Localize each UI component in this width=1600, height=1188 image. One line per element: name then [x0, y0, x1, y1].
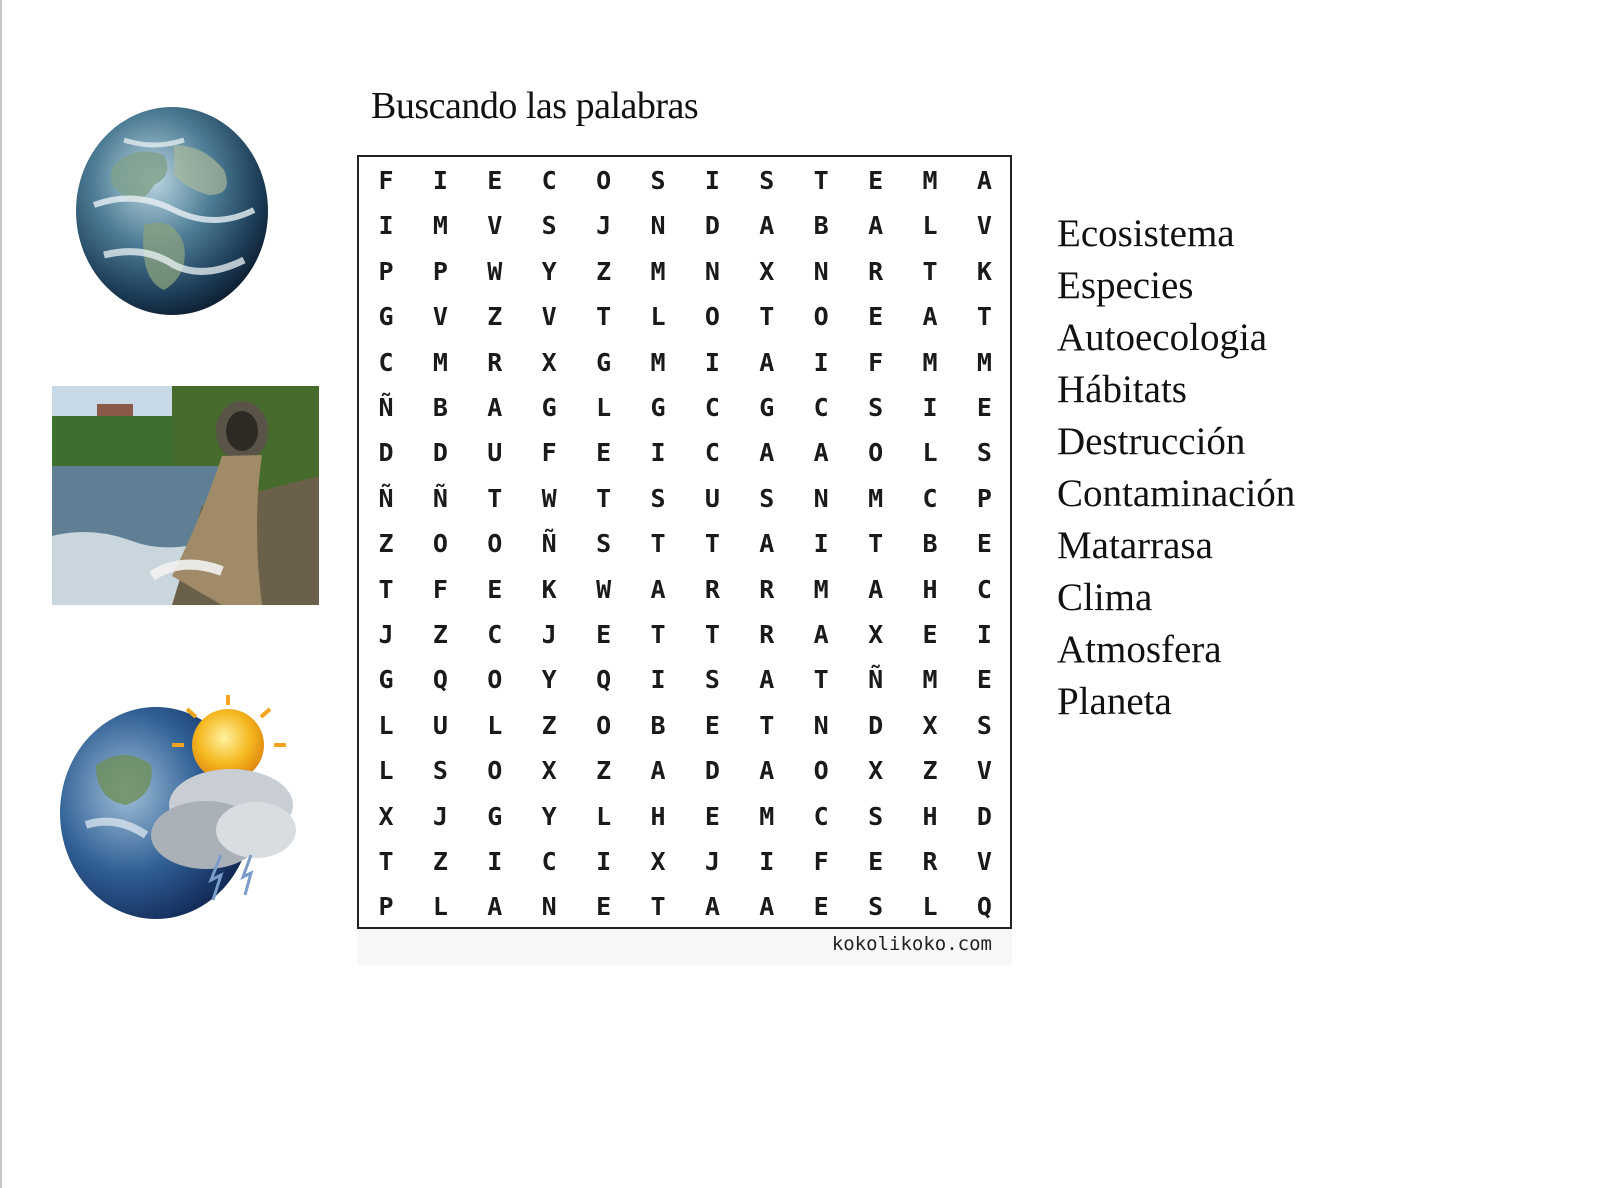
grid-cell: L	[922, 211, 938, 241]
grid-cell: A	[759, 211, 775, 241]
grid-cell: V	[432, 302, 448, 332]
grid-cell: J	[596, 211, 612, 241]
grid-cell: Ñ	[432, 483, 448, 513]
grid-cell: S	[650, 166, 666, 195]
grid-cell: A	[759, 347, 775, 377]
grid-cell: T	[976, 302, 992, 332]
grid-cell: Z	[432, 847, 448, 876]
grid-cell: Z	[922, 756, 938, 786]
grid-cell: S	[759, 166, 775, 195]
grid-cell: B	[922, 529, 938, 559]
grid-cell: P	[378, 892, 394, 922]
grid-cell: T	[759, 302, 775, 332]
grid-cell: I	[759, 847, 775, 876]
grid-cell: I	[596, 847, 612, 876]
grid-cell: H	[650, 801, 666, 831]
grid-cell: T	[378, 574, 394, 604]
earth-globe-image	[74, 105, 270, 317]
word-list-item: Planeta	[1057, 680, 1172, 723]
grid-cell: S	[976, 438, 992, 468]
grid-cell: T	[487, 483, 503, 513]
grid-cell: D	[976, 801, 992, 831]
grid-cell: M	[922, 347, 938, 377]
word-list-item: Especies	[1057, 264, 1194, 307]
grid-cell: X	[759, 256, 775, 286]
grid-cell: O	[487, 756, 503, 786]
grid-cell: R	[759, 574, 775, 604]
grid-cell: T	[650, 620, 666, 649]
word-list-item: Autoecologia	[1057, 316, 1268, 359]
grid-cell: O	[596, 166, 612, 195]
grid-cell: Z	[541, 710, 557, 740]
grid-cell: U	[432, 710, 448, 740]
grid-cell: T	[813, 665, 829, 695]
grid-cell: O	[596, 710, 612, 740]
grid-cell: I	[650, 438, 666, 468]
grid-cell: Ñ	[378, 483, 394, 513]
grid-cell: S	[541, 211, 557, 241]
grid-cell: R	[704, 574, 720, 604]
grid-cell: S	[868, 393, 884, 422]
grid-row	[359, 840, 1010, 884]
grid-row	[359, 386, 1010, 430]
grid-cell: E	[868, 847, 884, 876]
grid-cell: O	[868, 438, 884, 468]
grid-cell: M	[650, 256, 666, 286]
grid-cell: S	[704, 665, 720, 695]
grid-cell: E	[596, 620, 612, 649]
grid-row	[359, 477, 1010, 521]
grid-cell: R	[487, 347, 503, 377]
grid-cell: F	[432, 574, 448, 604]
grid-cell: T	[922, 256, 938, 286]
grid-cell: G	[378, 665, 394, 695]
grid-cell: O	[432, 529, 448, 559]
grid-cell: J	[378, 620, 394, 649]
grid-cell: F	[541, 438, 557, 468]
grid-row	[359, 613, 1010, 657]
grid-cell: C	[922, 483, 938, 513]
grid-cell: A	[868, 574, 884, 604]
grid-cell: A	[650, 756, 666, 786]
grid-cell: C	[976, 574, 992, 604]
grid-cell: L	[650, 302, 666, 332]
grid-cell: A	[487, 393, 503, 422]
grid-cell: C	[487, 620, 503, 649]
grid-cell: A	[704, 892, 720, 922]
grid-cell: D	[704, 756, 720, 786]
grid-cell: Z	[432, 620, 448, 649]
grid-cell: N	[813, 710, 829, 740]
grid-cell: U	[487, 438, 503, 468]
grid-cell: W	[487, 256, 503, 286]
grid-cell: M	[759, 801, 775, 831]
grid-row	[359, 568, 1010, 612]
grid-cell: T	[596, 483, 612, 513]
grid-cell: T	[868, 529, 884, 559]
grid-cell: E	[868, 302, 884, 332]
grid-cell: N	[704, 256, 720, 286]
grid-cell: L	[487, 710, 503, 740]
grid-cell: E	[922, 620, 938, 649]
grid-cell: T	[704, 620, 720, 649]
grid-cell: F	[813, 847, 829, 876]
grid-cell: X	[922, 710, 938, 740]
grid-cell: M	[868, 483, 884, 513]
grid-cell: O	[487, 529, 503, 559]
grid-cell: I	[704, 347, 720, 377]
grid-cell: O	[487, 665, 503, 695]
grid-cell: A	[922, 302, 938, 332]
grid-row	[359, 250, 1010, 294]
grid-cell: G	[487, 801, 503, 831]
grid-cell: O	[813, 756, 829, 786]
word-list-item: Matarrasa	[1057, 524, 1213, 567]
grid-cell: Q	[596, 665, 612, 695]
grid-cell: A	[759, 756, 775, 786]
grid-cell: X	[868, 620, 884, 649]
word-list-item: Ecosistema	[1057, 212, 1235, 255]
word-list	[1057, 208, 1295, 728]
grid-cell: E	[704, 710, 720, 740]
grid-row	[359, 795, 1010, 839]
grid-cell: T	[650, 892, 666, 922]
grid-cell: L	[922, 438, 938, 468]
grid-row	[359, 204, 1010, 248]
grid-cell: O	[704, 302, 720, 332]
grid-cell: C	[813, 393, 829, 422]
grid-cell: E	[596, 438, 612, 468]
grid-row	[359, 885, 1010, 929]
grid-cell: E	[596, 892, 612, 922]
grid-row	[359, 295, 1010, 339]
grid-cell: I	[976, 620, 992, 649]
grid-cell: H	[922, 801, 938, 831]
grid-cell: X	[378, 801, 394, 831]
grid-cell: N	[813, 483, 829, 513]
grid-cell: Z	[596, 256, 612, 286]
grid-cell: C	[541, 847, 557, 876]
grid-cell: C	[704, 438, 720, 468]
grid-cell: N	[541, 892, 557, 922]
page-title: Buscando las palabras	[371, 85, 699, 127]
grid-row	[359, 341, 1010, 385]
grid-cell: E	[976, 529, 992, 559]
grid-cell: M	[976, 347, 992, 377]
grid-cell: V	[541, 302, 557, 332]
grid-cell: A	[759, 892, 775, 922]
grid-cell: E	[487, 574, 503, 604]
grid-cell: V	[487, 211, 503, 241]
word-list-item: Hábitats	[1057, 368, 1187, 411]
grid-cell: A	[976, 166, 992, 195]
grid-cell: I	[813, 529, 829, 559]
grid-cell: P	[378, 256, 394, 286]
grid-cell: I	[650, 665, 666, 695]
grid-cell: I	[378, 211, 394, 241]
grid-cell: T	[596, 302, 612, 332]
grid-cell: K	[976, 256, 992, 286]
grid-cell: P	[976, 483, 992, 513]
grid-cell: T	[813, 166, 829, 195]
credit-bar	[357, 929, 1012, 965]
grid-row	[359, 658, 1010, 702]
grid-cell: L	[596, 393, 612, 422]
earth-weather-image	[56, 695, 304, 923]
grid-cell: I	[922, 393, 938, 422]
grid-cell: W	[596, 574, 612, 604]
grid-cell: R	[759, 620, 775, 649]
grid-cell: J	[432, 801, 448, 831]
grid-cell: E	[976, 665, 992, 695]
grid-cell: G	[650, 393, 666, 422]
grid-cell: Y	[541, 256, 557, 286]
grid-cell: L	[922, 892, 938, 922]
grid-cell: C	[813, 801, 829, 831]
grid-cell: M	[650, 347, 666, 377]
grid-cell: C	[541, 166, 557, 195]
grid-cell: A	[813, 438, 829, 468]
grid-cell: X	[541, 347, 557, 377]
grid-cell: A	[487, 892, 503, 922]
grid-cell: A	[650, 574, 666, 604]
grid-cell: S	[976, 710, 992, 740]
grid-cell: T	[704, 529, 720, 559]
grid-cell: P	[432, 256, 448, 286]
grid-cell: C	[704, 393, 720, 422]
grid-cell: Y	[541, 801, 557, 831]
grid-cell: F	[868, 347, 884, 377]
grid-cell: G	[378, 302, 394, 332]
grid-row	[359, 522, 1010, 566]
grid-cell: T	[378, 847, 394, 876]
grid-cell: N	[813, 256, 829, 286]
grid-cell: A	[813, 620, 829, 649]
grid-cell: V	[976, 756, 992, 786]
grid-cell: C	[378, 347, 394, 377]
grid-cell: I	[487, 847, 503, 876]
grid-cell: H	[922, 574, 938, 604]
word-list-item: Clima	[1057, 576, 1153, 619]
grid-cell: M	[813, 574, 829, 604]
grid-cell: T	[759, 710, 775, 740]
grid-cell: Ñ	[378, 393, 394, 422]
word-list-item: Contaminación	[1057, 472, 1296, 515]
grid-cell: G	[759, 393, 775, 422]
grid-cell: B	[432, 393, 448, 422]
grid-cell: M	[432, 347, 448, 377]
grid-cell: D	[378, 438, 394, 468]
river-pollution-image	[52, 386, 319, 605]
grid-cell: Y	[541, 665, 557, 695]
grid-cell: Ñ	[541, 529, 557, 559]
grid-cell: D	[868, 710, 884, 740]
grid-cell: V	[976, 211, 992, 241]
grid-cell: S	[759, 483, 775, 513]
grid-cell: E	[813, 892, 829, 922]
grid-cell: A	[868, 211, 884, 241]
grid-cell: J	[704, 847, 720, 876]
grid-cell: I	[704, 166, 720, 195]
grid-cell: S	[868, 801, 884, 831]
grid-row	[359, 159, 1010, 203]
word-list-item: Atmosfera	[1057, 628, 1222, 671]
grid-cell: A	[759, 665, 775, 695]
grid-cell: E	[704, 801, 720, 831]
grid-cell: G	[596, 347, 612, 377]
grid-cell: Ñ	[868, 665, 884, 695]
grid-cell: Q	[976, 892, 992, 922]
grid-cell: G	[541, 393, 557, 422]
word-search-grid	[357, 155, 1012, 929]
grid-cell: X	[868, 756, 884, 786]
word-list-item: Destrucción	[1057, 420, 1246, 463]
grid-cell: D	[432, 438, 448, 468]
grid-row	[359, 749, 1010, 793]
grid-cell: L	[596, 801, 612, 831]
grid-cell: E	[868, 166, 884, 195]
grid-cell: J	[541, 620, 557, 649]
grid-cell: L	[378, 756, 394, 786]
grid-cell: Z	[596, 756, 612, 786]
grid-cell: M	[432, 211, 448, 241]
grid-cell: W	[541, 483, 557, 513]
grid-cell: S	[868, 892, 884, 922]
grid-cell: T	[650, 529, 666, 559]
grid-cell: X	[541, 756, 557, 786]
grid-cell: R	[868, 256, 884, 286]
grid-cell: Q	[432, 665, 448, 695]
credit-label: kokolikoko.com	[831, 933, 992, 955]
grid-cell: U	[704, 483, 720, 513]
grid-cell: R	[922, 847, 938, 876]
grid-cell: L	[378, 710, 394, 740]
grid-cell: E	[487, 166, 503, 195]
grid-row	[359, 704, 1010, 748]
grid-cell: B	[813, 211, 829, 241]
page-left-border	[0, 0, 2, 1188]
grid-cell: D	[704, 211, 720, 241]
grid-cell: K	[541, 574, 557, 604]
grid-cell: S	[650, 483, 666, 513]
grid-cell: Z	[378, 529, 394, 559]
grid-cell: A	[759, 438, 775, 468]
grid-cell: M	[922, 665, 938, 695]
grid-row	[359, 431, 1010, 475]
grid-cell: B	[650, 710, 666, 740]
grid-cell: Z	[487, 302, 503, 332]
grid-cell: N	[650, 211, 666, 241]
grid-cell: I	[432, 166, 448, 195]
grid-cell: F	[378, 166, 394, 195]
grid-cell: L	[432, 892, 448, 922]
grid-cell: S	[432, 756, 448, 786]
grid-cell: E	[976, 393, 992, 422]
grid-cell: O	[813, 302, 829, 332]
grid-cell: M	[922, 166, 938, 195]
grid-cell: I	[813, 347, 829, 377]
grid-cell: S	[596, 529, 612, 559]
grid-cell: A	[759, 529, 775, 559]
grid-cell: X	[650, 847, 666, 876]
grid-cell: V	[976, 847, 992, 876]
